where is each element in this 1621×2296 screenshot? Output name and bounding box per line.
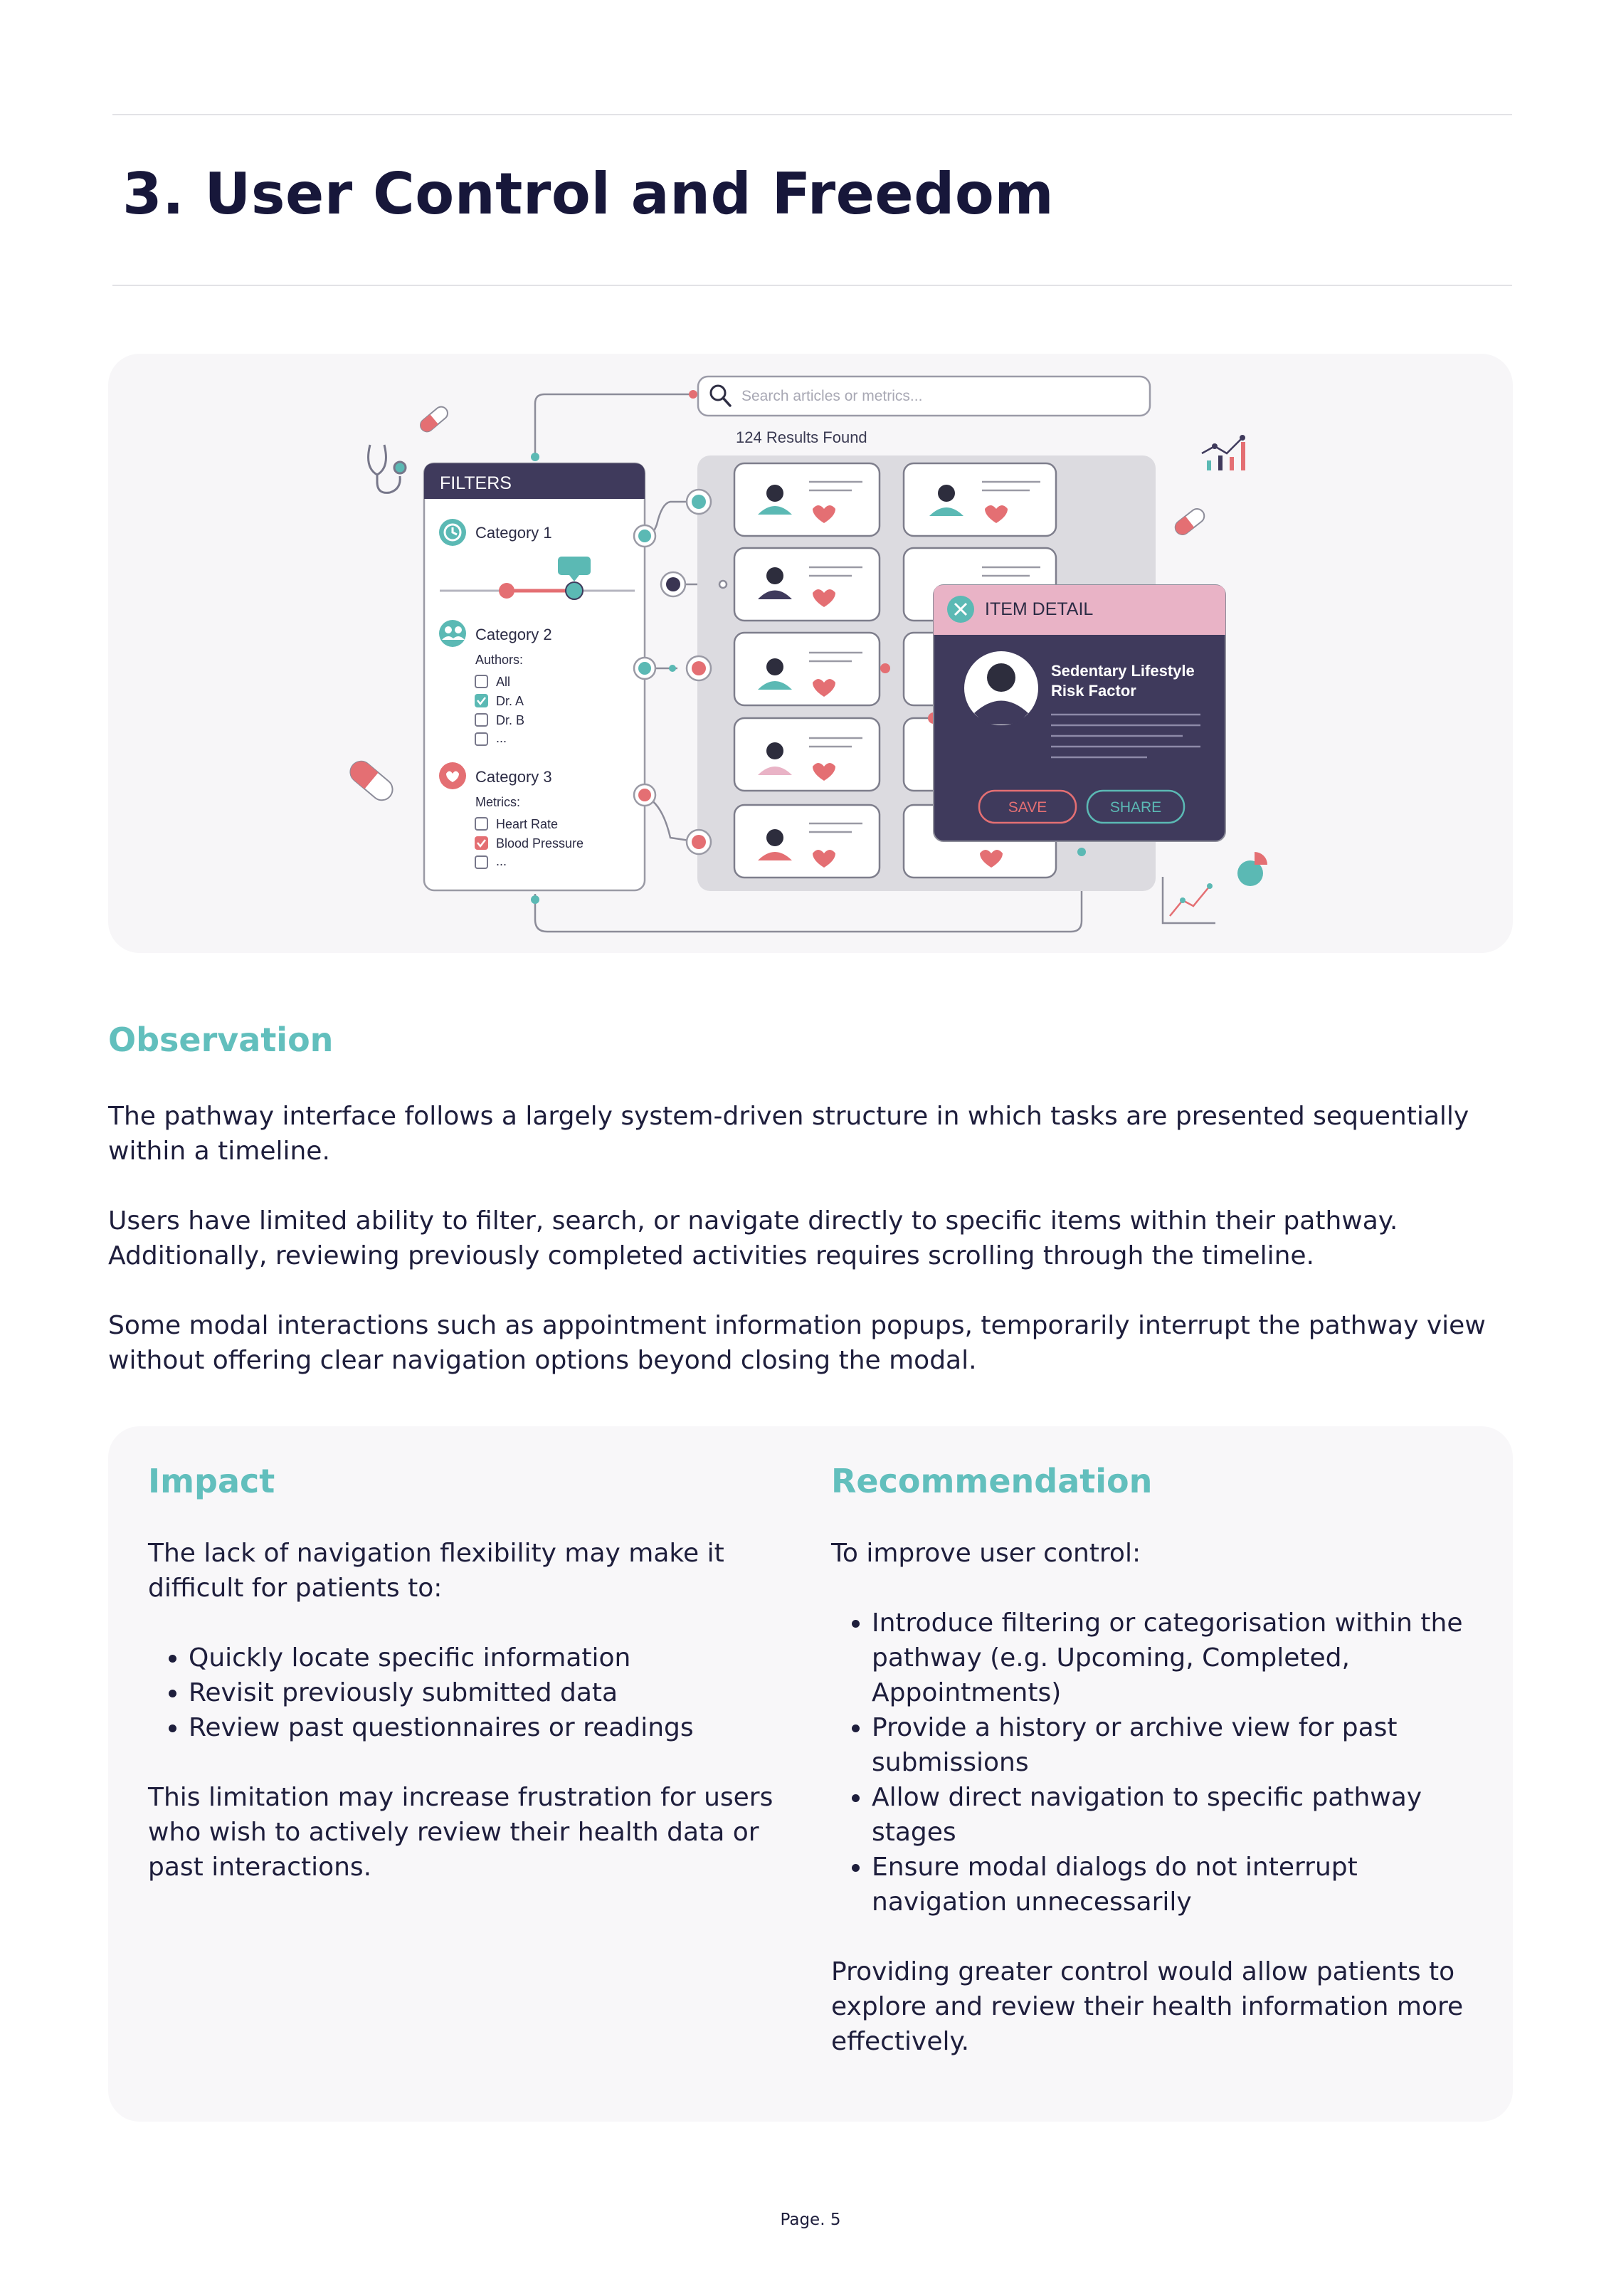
- results-count: 124 Results Found: [736, 428, 867, 446]
- slider-handle-min[interactable]: [499, 583, 514, 599]
- impact-recommendation-card: [108, 1426, 1513, 2122]
- slider-tooltip: [558, 557, 591, 575]
- users-icon: [439, 620, 466, 647]
- connector-dot: [689, 390, 697, 399]
- filters-panel: [424, 463, 645, 890]
- impact-intro: The lack of navigation flexibility may make it difficult for patients to:: [148, 1539, 724, 1603]
- checkbox-label: Dr. A: [496, 694, 524, 708]
- list-item: • Provide a history or archive view for past submissions: [872, 1710, 1472, 1780]
- list-item: • Ensure modal dialogs do not interrupt navigation unnecessarily: [872, 1850, 1472, 1920]
- pill-icon: [346, 757, 396, 805]
- illustration-panel: [108, 354, 1513, 953]
- checkbox-more[interactable]: [475, 733, 487, 745]
- line-chart-icon: [1163, 877, 1215, 923]
- category1-label: Category 1: [475, 524, 552, 542]
- observation-paragraph-1: The pathway interface follows a largely system-driven structure in which tasks are presented sequentially within a timeline.: [108, 1102, 1469, 1166]
- observation-paragraph-2: Users have limited ability to filter, search, or navigate directly to specific items within their pathway. Additionally, reviewing previously completed activities requires scrolling through the timeline.: [108, 1206, 1398, 1270]
- impact-column: [148, 1426, 774, 1885]
- result-card[interactable]: [904, 463, 1056, 536]
- category2-label: Category 2: [475, 626, 552, 643]
- recommendation-closing: Providing greater control would allow patients to explore and review their health information more effectively.: [831, 1957, 1464, 2056]
- result-card[interactable]: [734, 718, 880, 791]
- pill-icon: [1173, 506, 1208, 537]
- recommendation-column: [831, 1426, 1472, 2059]
- title-divider: [112, 285, 1512, 286]
- metrics-label: Metrics:: [475, 795, 520, 809]
- impact-heading: Impact: [148, 1462, 275, 1500]
- page-title: 3. User Control and Freedom: [122, 161, 1055, 227]
- result-card[interactable]: [734, 805, 880, 878]
- filters-title: FILTERS: [440, 473, 512, 493]
- checkbox-label: ...: [496, 731, 507, 745]
- checkbox-label: ...: [496, 854, 507, 868]
- recommendation-intro: To improve user control:: [831, 1539, 1141, 1568]
- category3-label: Category 3: [475, 768, 552, 786]
- detail-name-line2: Risk Factor: [1051, 682, 1136, 700]
- authors-label: Authors:: [475, 653, 524, 667]
- detail-name-line1: Sedentary Lifestyle: [1051, 662, 1195, 680]
- observation-paragraph-3: Some modal interactions such as appointment information popups, temporarily interrupt the pathway view without offering clear navigation options beyond closing the modal.: [108, 1311, 1486, 1375]
- impact-list: [148, 1641, 774, 1745]
- list-item: • Quickly locate specific information: [189, 1641, 774, 1675]
- list-item: • Introduce filtering or categorisation within the pathway (e.g. Upcoming, Completed, Appointments): [872, 1606, 1472, 1710]
- modal-title: ITEM DETAIL: [985, 599, 1094, 619]
- checkbox-more[interactable]: [475, 856, 487, 868]
- share-label: SHARE: [1109, 799, 1162, 816]
- observation-heading: Observation: [108, 1021, 334, 1059]
- save-label: SAVE: [1008, 799, 1047, 816]
- checkbox-all[interactable]: [475, 675, 487, 688]
- stethoscope-icon: [369, 445, 406, 493]
- top-divider: [112, 114, 1512, 115]
- list-item: • Review past questionnaires or readings: [189, 1710, 774, 1745]
- item-detail-modal: [934, 585, 1225, 841]
- page-number: Page. 5: [780, 2211, 841, 2229]
- recommendation-list: [831, 1606, 1472, 1920]
- slider-handle-max[interactable]: [566, 582, 583, 599]
- pie-chart-icon: [1237, 852, 1267, 886]
- result-card[interactable]: [734, 463, 880, 536]
- checkbox-label: Heart Rate: [496, 817, 559, 831]
- impact-closing: This limitation may increase frustration for users who wish to actively review their health data or past interactions.: [148, 1783, 773, 1882]
- result-card[interactable]: [734, 633, 880, 705]
- search-bar[interactable]: [698, 376, 1150, 416]
- checkbox-label: Blood Pressure: [496, 836, 584, 851]
- checkbox-label: Dr. B: [496, 713, 525, 727]
- bar-chart-icon: [1202, 435, 1245, 470]
- checkbox-dr-b[interactable]: [475, 714, 487, 726]
- checkbox-label: All: [496, 675, 511, 689]
- search-placeholder: Search articles or metrics...: [741, 388, 923, 404]
- checkbox-heart-rate[interactable]: [475, 818, 487, 830]
- list-item: • Allow direct navigation to specific pathway stages: [872, 1780, 1472, 1850]
- list-item: • Revisit previously submitted data: [189, 1675, 774, 1710]
- result-card[interactable]: [734, 548, 880, 621]
- pill-icon: [418, 404, 450, 434]
- recommendation-heading: Recommendation: [831, 1462, 1153, 1500]
